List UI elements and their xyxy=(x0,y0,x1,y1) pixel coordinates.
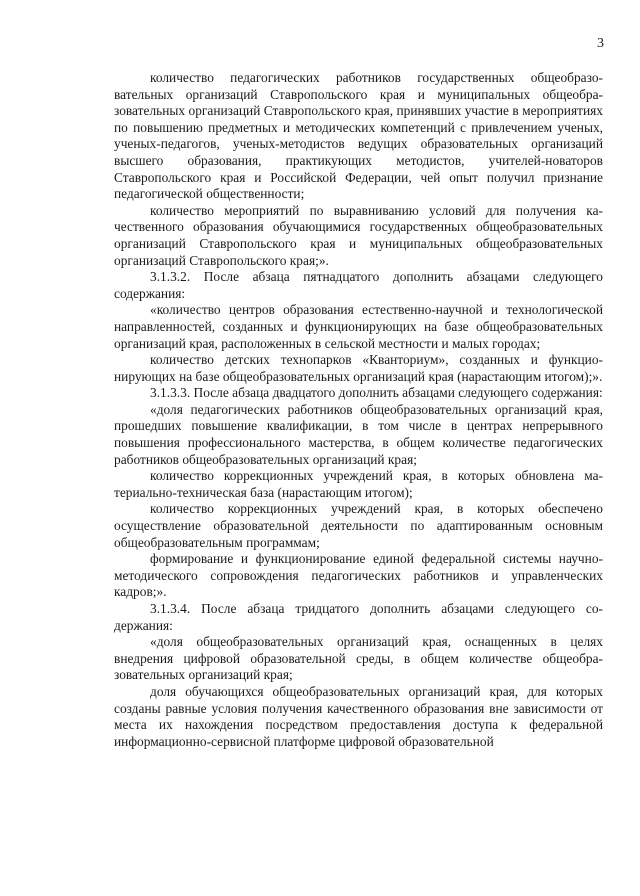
paragraph: количество детских технопарков «Кванториум», созданных и функционирующих на базе общеобразовательных организаций края (нарастающим итогом);». xyxy=(114,352,603,384)
paragraph: 3.1.3.4. После абзаца тридцатого дополнить абзацами следующего содержания: xyxy=(114,601,603,633)
paragraph: количество коррекционных учреждений края, в которых обновлена материально-техническая база (нарастающим итогом); xyxy=(114,468,603,500)
paragraph: доля обучающихся общеобразовательных организаций края, для которых созданы равные условия получения качественного образования вне зависимости от места их нахождения посредством предоставления доступа к федеральной информационно-сервисной платформе цифровой образовательной xyxy=(114,683,603,749)
paragraph: количество мероприятий по выравниванию условий для получения качественного образования обучающимися государственных общеобразовательных организаций Ставропольского края и муниципальных общеобразовательных организаций Ставропольского края;». xyxy=(114,202,603,268)
paragraph: «доля общеобразовательных организаций края, оснащенных в целях внедрения цифровой образовательной среды, в общем количестве общеобразовательных организаций края; xyxy=(114,634,603,683)
page-number: 3 xyxy=(597,36,604,51)
paragraph: количество педагогических работников государственных общеобразовательных организаций Ставропольского края и муниципальных общеобразовательных организаций Ставропольского края, принявших участие в мероприятиях по повышению предметных и методических компетенций с привлечением ученых, ученых-педагогов, ученых-методистов ведущих образовательных организаций высшего образования, практикующих методистов, учителей-новаторов Ставропольского края и Российской Федерации, чей опыт получил признание педагогической общественности; xyxy=(114,70,603,202)
paragraph: 3.1.3.2. После абзаца пятнадцатого дополнить абзацами следующего содержания: xyxy=(114,269,603,301)
paragraph: «доля педагогических работников общеобразовательных организаций края, прошедших повышение квалификации, в том числе в центрах непрерывного повышения профессионального мастерства, в общем количестве педагогических работников общеобразовательных организаций края; xyxy=(114,401,603,467)
paragraph: количество коррекционных учреждений края, в которых обеспечено осуществление образовательной деятельности по адаптированным основным общеобразовательным программам; xyxy=(114,501,603,550)
paragraph: формирование и функционирование единой федеральной системы научно-методического сопровождения педагогических работников и управленческих кадров;». xyxy=(114,551,603,600)
paragraph: «количество центров образования естественно-научной и технологической направленностей, созданных и функционирующих на базе общеобразовательных организаций края, расположенных в сельской местности и малых городах; xyxy=(114,302,603,351)
paragraph: 3.1.3.3. После абзаца двадцатого дополнить абзацами следующего содержания: xyxy=(150,385,603,401)
document-body xyxy=(114,70,603,750)
